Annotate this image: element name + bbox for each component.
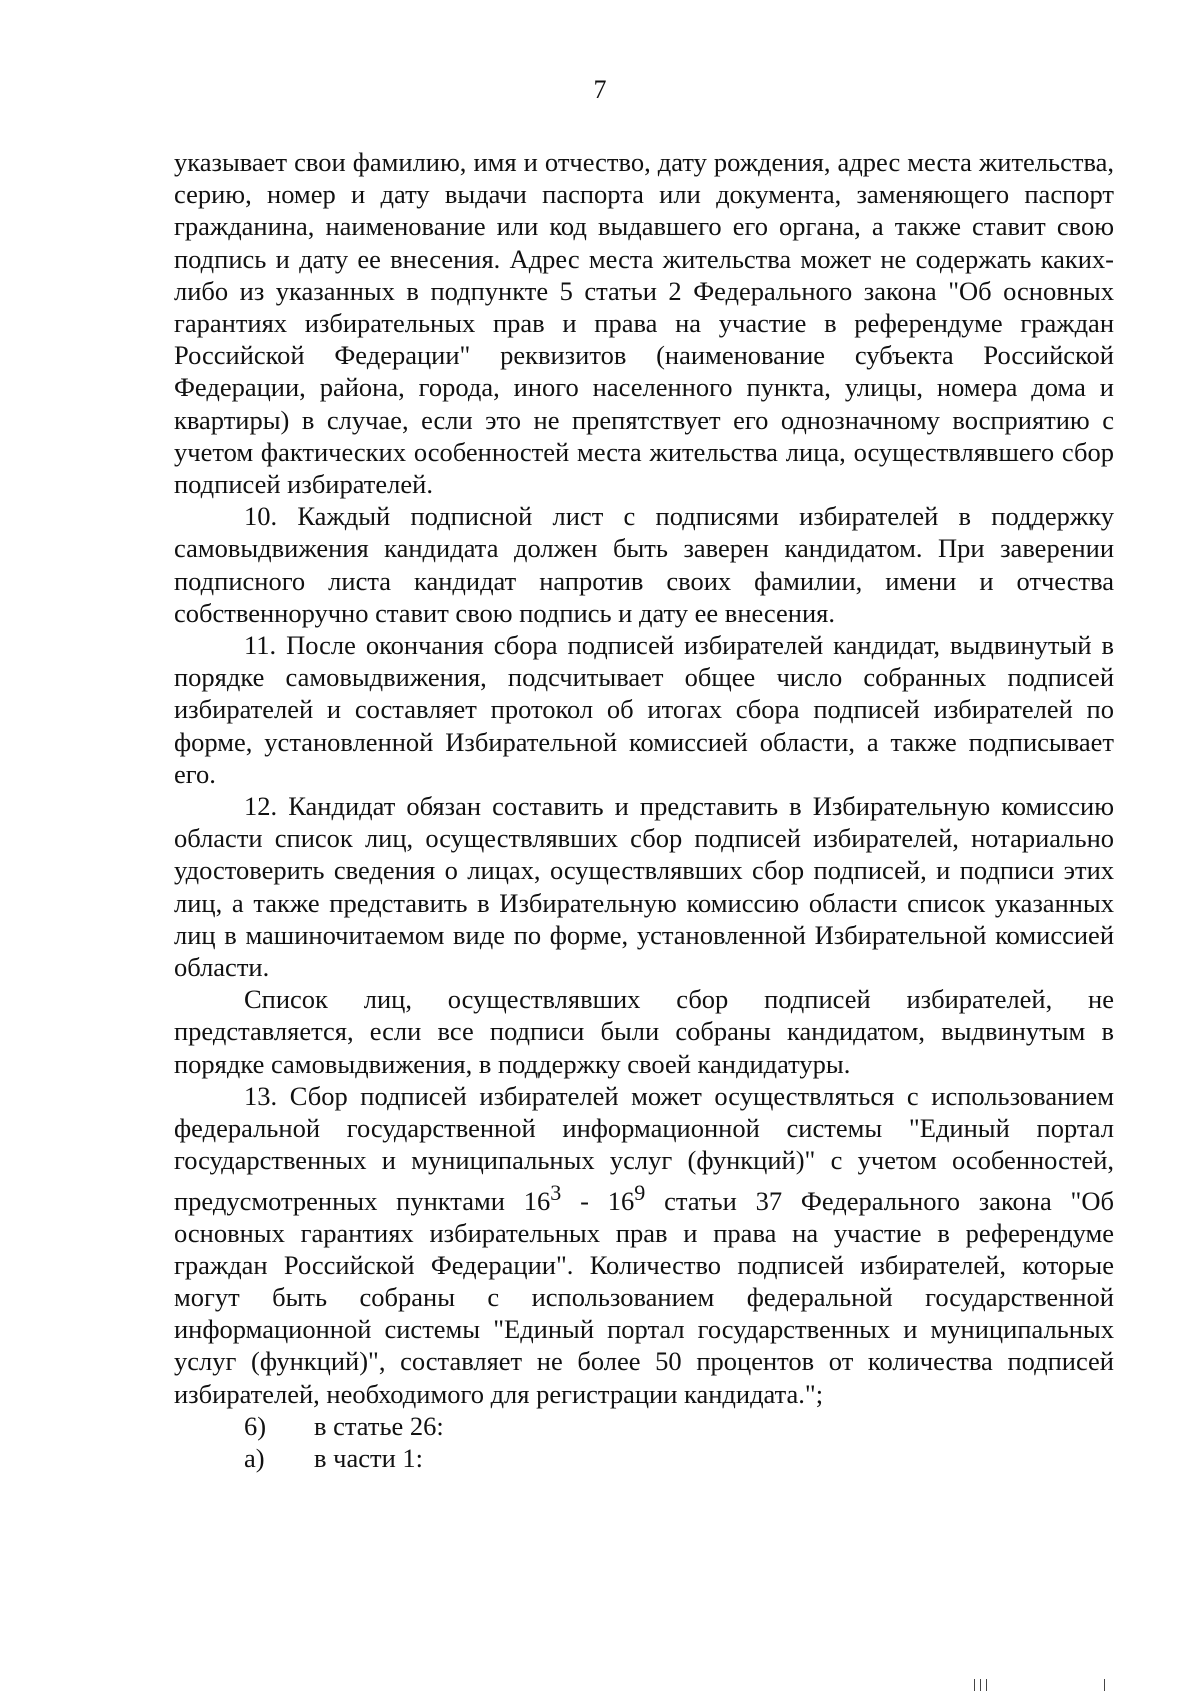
paragraph-13-part-2: - 16: [561, 1185, 635, 1216]
page-number: 7: [593, 75, 607, 104]
paragraph-11: 11. После окончания сбора подписей избирателей кандидат, выдвинутый в порядке самовыдвижения, подсчитывает общее число собранных подписей избирателей и составляет протокол об итогах сбора подписей избирателей по форме, установленной Избирательной комиссией области, а также подписывает его.: [174, 630, 1114, 789]
superscript-9: 9: [634, 1179, 646, 1205]
list-text: в статье 26:: [314, 1410, 444, 1441]
paragraph-13-part-1: 13. Сбор подписей избирателей может осуществляться с использованием федеральной государственной информационной системы "Единый портал государственных и муниципальных услуг (функций)" с учетом особенностей, предусмотренных пунктами 16: [174, 1080, 1114, 1216]
list-marker: 6): [244, 1410, 267, 1441]
list-item-a: [174, 1442, 1114, 1474]
paragraph-13-part-3: статьи 37 Федерального закона "Об основных гарантиях избирательных прав и права на участие в референдуме граждан Российской Федерации". Количество подписей избирателей, которые могут быть собраны с использованием федеральной государственной информационной системы "Единый портал государственных и муниципальных услуг (функций)", составляет не более 50 процентов от количества подписей избирателей, необходимого для регистрации кандидата.";: [174, 1185, 1114, 1409]
document-body: [174, 146, 1114, 1474]
scan-edge-marks: [974, 1677, 1114, 1691]
paragraph-continued: указывает свои фамилию, имя и отчество, дату рождения, адрес места жительства, серию, номер и дату выдачи паспорта или документа, заменяющего паспорт гражданина, наименование или код выдавшего его органа, а также ставит свою подпись и дату ее внесения. Адрес места жительства может не содержать каких-либо из указанных в подпункте 5 статьи 2 Федерального закона "Об основных гарантиях избирательных прав и права на участие в референдуме граждан Российской Федерации" реквизитов (наименование субъекта Российской Федерации, района, города, иного населенного пункта, улицы, номера дома и квартиры) в случае, если это не препятствует его однозначному восприятию с учетом фактических особенностей места жительства лица, осуществлявшего сбор подписей избирателей.: [174, 147, 1114, 500]
list-marker: а): [244, 1442, 265, 1473]
paragraph-10: 10. Каждый подписной лист с подписями избирателей в поддержку самовыдвижения кандидата должен быть заверен кандидатом. При заверении подписного листа кандидат напротив своих фамилии, имени и отчества собственноручно ставит свою подпись и дату ее внесения.: [174, 501, 1114, 628]
paragraph-13: [174, 1080, 1114, 1410]
paragraph-12: 12. Кандидат обязан составить и представить в Избирательную комиссию области список лиц, осуществлявших сбор подписей избирателей, нотариально удостоверить сведения о лицах, осуществлявших сбор подписей, и подписи этих лиц, а также представить в Избирательную комиссию области список указанных лиц в машиночитаемом виде по форме, установленной Избирательной комиссией области.: [174, 791, 1114, 983]
superscript-3: 3: [550, 1179, 562, 1205]
list-item-6: [174, 1410, 1114, 1442]
list-text: в части 1:: [314, 1442, 423, 1473]
paragraph-12-list-note: Список лиц, осуществлявших сбор подписей избирателей, не представляется, если все подписи были собраны кандидатом, выдвинутым в порядке самовыдвижения, в поддержку своей кандидатуры.: [174, 984, 1114, 1079]
